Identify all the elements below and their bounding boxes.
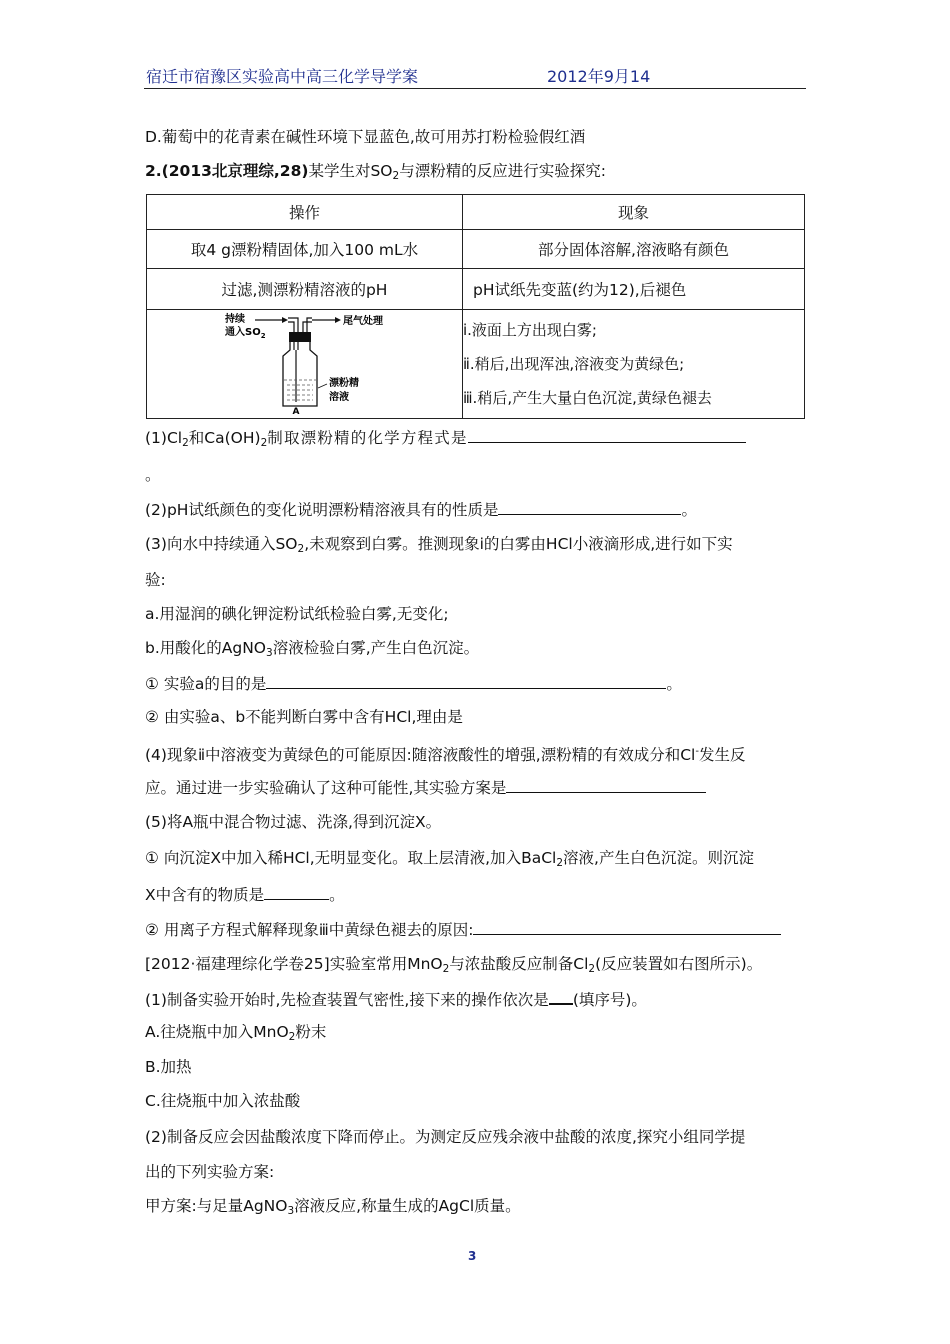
liquid-label-2: 溶液 <box>329 392 349 403</box>
answer-blank[interactable] <box>506 777 706 793</box>
header-title: 宿迁市宿豫区实验高中高三化学导学案 <box>146 67 419 86</box>
fujian-question-2-cont: 出的下列实验方案: <box>145 1163 275 1181</box>
bottle-label: A <box>292 407 300 417</box>
answer-blank[interactable] <box>549 988 573 1005</box>
experiment-b: b.用酸化的AgNO$_3$溶液检验白雾,产生白色沉淀。 <box>145 639 480 659</box>
fujian-plan-a: 甲方案:与足量AgNO$_3$溶液反应,称量生成的AgCl质量。 <box>145 1197 521 1217</box>
answer-blank[interactable] <box>266 673 666 689</box>
outlet-tube <box>303 318 312 332</box>
header-rule <box>144 88 806 89</box>
outlet-label: 尾气处理 <box>343 316 383 327</box>
question-1-tail: 。 <box>145 466 161 484</box>
question-5-1: ① 向沉淀X中加入稀HCl,无明显变化。取上层清液,加入BaCl$_2$溶液,产生白色沉淀。则沉淀 <box>145 849 754 869</box>
header-date: 2012年9月14 <box>547 67 651 86</box>
question-2-title: 2.(2013北京理综,28)某学生对$SO_2$与漂粉精的反应进行实验探究: <box>145 162 606 182</box>
apparatus-cell <box>147 310 463 419</box>
question-3: (3)向水中持续通入$SO_2$,未观察到白雾。推测现象ⅰ的白雾由HCl小液滴形成,进行如下实 <box>145 535 733 555</box>
answer-blank[interactable] <box>468 427 746 443</box>
fujian-option-b: B.加热 <box>145 1058 192 1076</box>
inlet-label-1: 持续 <box>225 314 245 325</box>
question-3-1: ① 实验a的目的是 。 <box>145 675 682 693</box>
stopper <box>289 332 311 342</box>
observation-item: ⅰ.液面上方出现白雾; <box>463 321 597 339</box>
gas-bottle <box>283 342 317 406</box>
experiment-a: a.用湿润的碘化钾淀粉试纸检验白雾,无变化; <box>145 605 449 623</box>
table-cell: pH试纸先变蓝(约为12),后褪色 <box>463 269 805 310</box>
question-3-cont: 验: <box>145 571 166 589</box>
fujian-question-1: (1)制备实验开始时,先检查装置气密性,接下来的操作依次是 (填序号)。 <box>145 988 647 1010</box>
apparatus-diagram <box>147 310 462 418</box>
table-header-operation: 操作 <box>147 195 463 230</box>
fujian-option-a: A.往烧瓶中加入MnO$_2$粉末 <box>145 1023 327 1043</box>
table-cell: 取4 g漂粉精固体,加入100 mL水 <box>147 230 463 269</box>
page-number: 3 <box>468 1249 477 1263</box>
answer-blank[interactable] <box>498 499 681 515</box>
question-4: (4)现象ⅱ中溶液变为黄绿色的可能原因:随溶液酸性的增强,漂粉精的有效成分和Cl-发生反 <box>145 746 746 764</box>
question-1: $(1)Cl_2$和$Ca(OH)_2$制取漂粉精的化学方程式是 <box>145 427 746 453</box>
table-row <box>147 230 805 269</box>
question-5-2: ② 用离子方程式解释现象ⅲ中黄绿色褪去的原因: <box>145 919 781 940</box>
experiment-table <box>146 194 805 419</box>
fujian-intro: [2012·福建理综化学卷25]实验室常用MnO$_2$与浓盐酸反应制备$Cl_2$(反应装置如右图所示)。 <box>145 955 763 975</box>
fujian-question-2: (2)制备反应会因盐酸浓度下降而停止。为测定反应残余液中盐酸的浓度,探究小组同学提 <box>145 1128 746 1146</box>
table-cell: 过滤,测漂粉精溶液的pH <box>147 269 463 310</box>
outlet-arrowhead <box>335 317 341 323</box>
observation-item: ⅲ.稍后,产生大量白色沉淀,黄绿色褪去 <box>463 389 712 407</box>
question-5: (5)将A瓶中混合物过滤、洗涤,得到沉淀X。 <box>145 813 442 831</box>
question-3-2: ② 由实验a、b不能判断白雾中含有HCl,理由是 <box>145 708 463 726</box>
liquid-label-1: 漂粉精 <box>329 378 359 389</box>
fujian-option-c: C.往烧瓶中加入浓盐酸 <box>145 1092 301 1110</box>
inlet-arrowhead <box>282 317 288 323</box>
inlet-label-2: 通入$SO_2$ <box>225 327 266 340</box>
liquid-pointer <box>318 384 327 388</box>
question-2: (2)pH试纸颜色的变化说明漂粉精溶液具有的性质是 。 <box>145 501 697 519</box>
answer-blank[interactable] <box>473 919 781 935</box>
table-row <box>147 269 805 310</box>
answer-blank[interactable] <box>264 884 329 900</box>
table-cell: 部分固体溶解,溶液略有颜色 <box>463 230 805 269</box>
table-header-phenomenon: 现象 <box>463 195 805 230</box>
option-d: D.葡萄中的花青素在碱性环境下显蓝色,故可用苏打粉检验假红酒 <box>145 128 586 146</box>
liquid-fill <box>284 380 316 400</box>
question-5-1-cont: X中含有的物质是 。 <box>145 886 345 904</box>
observation-item: ⅱ.稍后,出现浑浊,溶液变为黄绿色; <box>463 355 685 373</box>
table-header-row <box>147 195 805 230</box>
observations-cell <box>463 310 805 419</box>
question-4-cont: 应。通过进一步实验确认了这种可能性,其实验方案是 <box>145 777 706 798</box>
table-row-diagram <box>147 310 805 419</box>
